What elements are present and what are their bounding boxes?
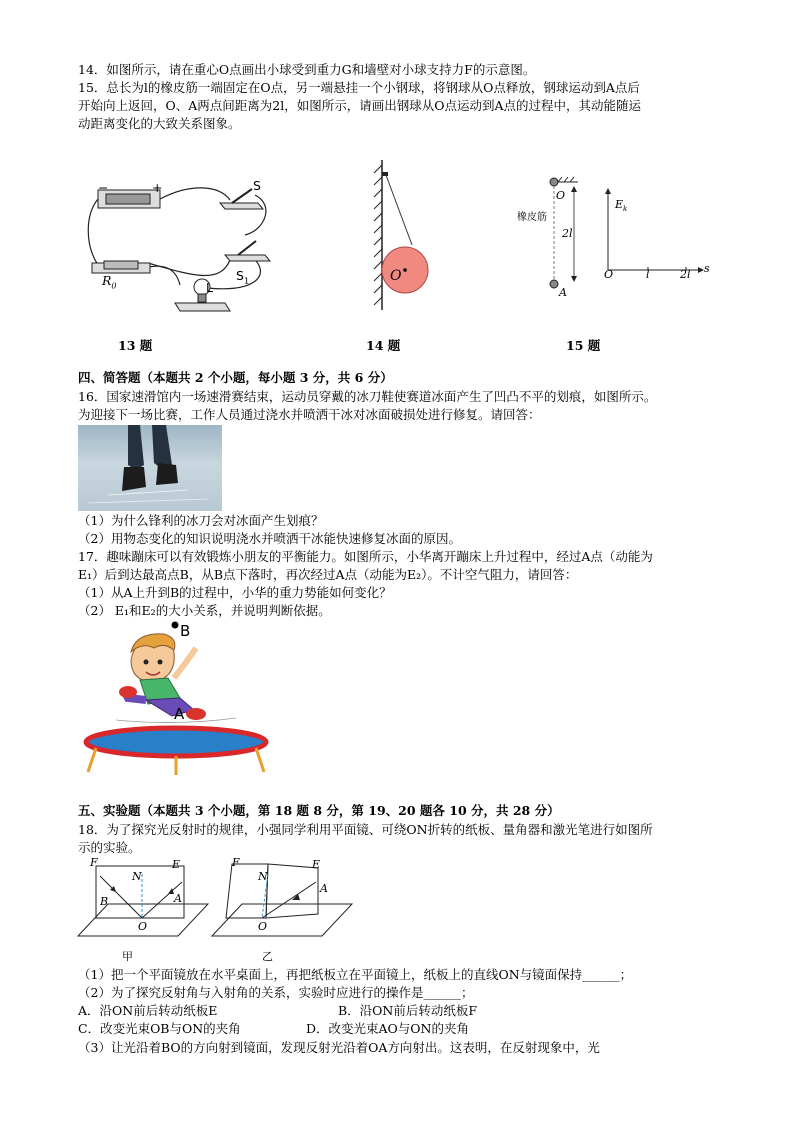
ball-center-o-label: O: [390, 268, 402, 284]
jia-o-label: O: [138, 920, 148, 933]
battery-minus-label: −: [98, 180, 109, 195]
q18-sub2: （2）为了探究反射角与入射角的关系，实验时应进行的操作是______；: [78, 985, 474, 1000]
q17-sub1: （1）从A上升到B的过程中，小华的重力势能如何变化？: [78, 585, 392, 600]
rubber-top-o-label: O: [556, 189, 566, 202]
q18-sub1: （1）把一个平面镜放在水平桌面上，再把纸板立在平面镜上，纸板上的直线ON与镜面保持______；: [78, 967, 633, 982]
distance-2l-label: 2l: [562, 227, 573, 240]
q14-text: 14．如图所示，请在重心O点画出小球受到重力G和墙壁对小球支持力F的示意图。: [78, 62, 536, 77]
resistor-r0-label: $R_0$: [102, 273, 117, 291]
trampoline-figure: [76, 620, 276, 780]
switch-s-label: S: [253, 178, 261, 193]
jia-e-label: E: [172, 858, 181, 871]
q15-line3: 动距离变化的大致关系图象。: [78, 116, 241, 131]
yi-caption: 乙: [262, 950, 273, 963]
point-b-label: B: [180, 622, 191, 640]
caption-14: 14 题: [366, 338, 401, 353]
rubber-band-figure: [518, 172, 708, 302]
option-a: A．沿ON前后转动纸板E: [78, 1003, 218, 1018]
section-5-heading: 五、实验题（本题共 3 个小题，第 18 题 8 分，第 19、20 题各 10 分，共 28 分）: [78, 803, 560, 818]
section-4-heading: 四、简答题（本题共 2 个小题，每小题 3 分，共 6 分）: [78, 370, 393, 385]
bulb-l-label: L: [206, 280, 213, 295]
jia-b-label: B: [100, 895, 109, 908]
q18-line2: 示的实验。: [78, 840, 141, 855]
point-a-label: A: [559, 286, 567, 299]
q16-line2: 为迎接下一场比赛，工作人员通过浇水并喷洒干冰对冰面破损处进行修复。请回答：: [78, 407, 541, 422]
jia-caption: 甲: [122, 950, 133, 963]
yi-f-label: F: [232, 856, 240, 869]
caption-13: 13 题: [118, 338, 153, 353]
yi-a-label: A: [320, 882, 328, 895]
yi-n-label: N: [258, 870, 268, 883]
jia-f-label: F: [90, 856, 98, 869]
q16-sub2: （2）用物态变化的知识说明浇水并喷洒干冰能快速修复冰面的原因。: [78, 531, 461, 546]
yi-e-label: E: [312, 858, 321, 871]
q15-line1: 15．总长为l的橡皮筋一端固定在O点，另一端悬挂一个小钢球，将钢球从O点释放，钢球运动到A点后: [78, 80, 640, 95]
ek-axis-label: $E_k$: [615, 198, 628, 214]
skater-photo: [78, 425, 222, 511]
q18-sub3: （3）让光沿着BO的方向射到镜面，发现反射光沿着OA方向射出。这表明，在反射现象中，光: [78, 1040, 600, 1055]
q16-sub1: （1）为什么锋利的冰刀会对冰面产生划痕？: [78, 513, 324, 528]
q17-line2: E₁）后到达最高点B，从B点下落时，再次经过A点（动能为E₂）。不计空气阻力，请回答：: [78, 567, 578, 582]
jia-n-label: N: [132, 870, 142, 883]
point-a-tramp-label: A: [174, 705, 185, 723]
caption-15: 15 题: [566, 338, 601, 353]
q17-line1: 17．趣味蹦床可以有效锻炼小朋友的平衡能力。如图所示，小华离开蹦床上升过程中，经过A点（动能为: [78, 549, 653, 564]
graph-l-tick-label: l: [646, 268, 650, 281]
circuit-figure: [80, 175, 280, 335]
battery-plus-label: +: [152, 180, 163, 195]
q16-line1: 16．国家速滑馆内一场速滑赛结束，运动员穿戴的冰刀鞋使赛道冰面产生了凹凸不平的划痕，如图所示。: [78, 389, 657, 404]
q15-line2: 开始向上返回，O、A两点间距离为2l，如图所示，请画出钢球从O点运动到A点的过程中，其动能随运: [78, 98, 642, 113]
jia-a-label: A: [174, 892, 182, 905]
switch-s1-label: $S_1$: [236, 268, 250, 286]
option-d: D．改变光束AO与ON的夹角: [306, 1021, 469, 1036]
graph-origin-label: O: [604, 268, 614, 281]
option-b: B．沿ON前后转动纸板F: [338, 1003, 478, 1018]
q17-sub2: （2） E₁和E₂的大小关系，并说明判断依据。: [78, 603, 331, 618]
option-c: C．改变光束OB与ON的夹角: [78, 1021, 241, 1036]
reflection-figure-yi: [212, 856, 352, 946]
rubber-band-label: 橡皮筋: [517, 212, 547, 223]
graph-s-axis-label: s: [704, 262, 710, 275]
ball-wall-figure: [368, 155, 448, 315]
yi-o-label: O: [258, 920, 268, 933]
q18-line1: 18．为了探究光反射时的规律，小强同学利用平面镜、可绕ON折转的纸板、量角器和激光笔进行如图所: [78, 822, 653, 837]
graph-2l-tick-label: 2l: [680, 268, 691, 281]
